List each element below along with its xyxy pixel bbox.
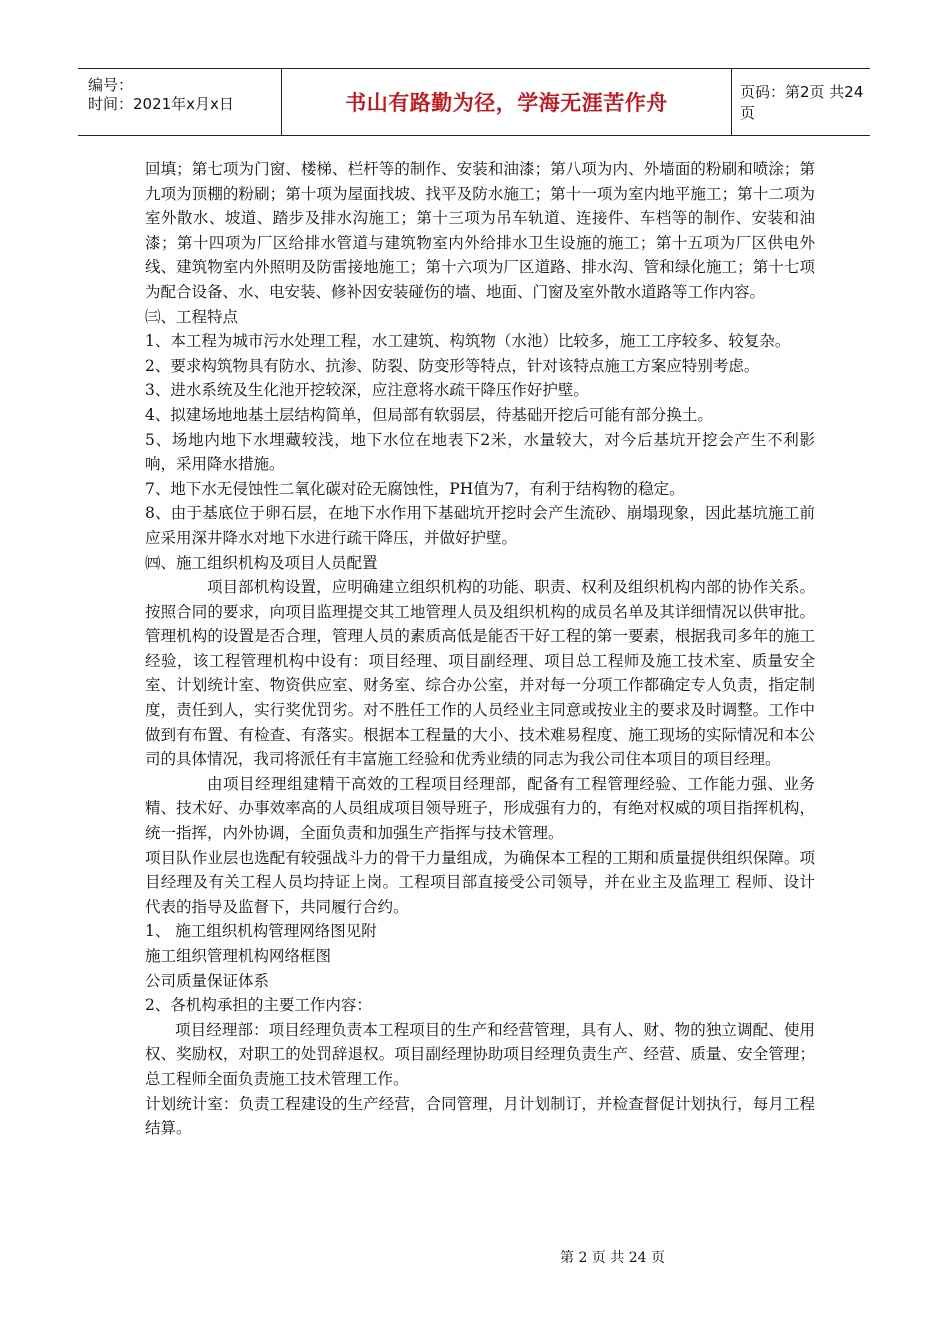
paragraph-work-layer: 项目队作业层也选配有较强战斗力的骨干力量组成，为确保本工程的工期和质量提供组织保障。项目经理及有关工程人员均持证上岗。工程项目部直接受公司领导，并在业主及监理工 程师、设计代表的指导及监督下，共同履行合约。 <box>145 848 815 916</box>
paragraph-work-items: 回填；第七项为门窗、楼梯、栏杆等的制作、安装和油漆；第八项为内、外墙面的粉刷和喷涂；第九项为顶棚的粉刷；第十项为屋面找坡、找平及防水施工；第十一项为室内地平施工；第十二项为室外散水、坡道、踏步及排水沟施工；第十三项为吊车轨道、连接件、车档等的制作、安装和油漆；第十四项为厂区给排水管道与建筑物室内外给排水卫生设施的施工；第十五项为厂区供电外线、建筑物室内外照明及防雷接地施工；第十六项为厂区道路、排水沟、管和绿化施工；第十七项为配合设备、水、电安装、修补因安装碰伤的墙、地面、门窗及室外散水道路等工作内容。 <box>145 160 815 301</box>
feature-item-1: 1、本工程为城市污水处理工程，水工建筑、构筑物（水池）比较多，施工工序较多、较复杂。 <box>145 332 791 351</box>
feature-item-2: 2、要求构筑物具有防水、抗渗、防裂、防变形等特点，针对该特点施工方案应特别考虑。 <box>145 356 760 375</box>
list-item-main-duties: 2、各机构承担的主要工作内容： <box>145 996 372 1015</box>
header-motto-cell <box>281 69 732 135</box>
feature-item-4: 4、拟建场地地基土层结构简单，但局部有软弱层，待基础开挖后可能有部分换土。 <box>145 405 713 424</box>
header-page-number: 页码：第2页 共24页 <box>740 83 864 122</box>
paragraph-organization-setup: 项目部机构设置，应明确建立组织机构的功能、职责、权利及组织机构内部的协作关系。按照合同的要求，向项目监理提交其工地管理人员及组织机构的成员名单及其详细情况以供审批。管理机构的设置是否合理，管理人员的素质高低是能否干好工程的第一要素，根据我司多年的施工经验，该工程管理机构中设有：项目经理、项目副经理、项目总工程师及施工技术室、质量安全室、计划统计室、物资供应室、财务室、综合办公室，并对每一分项工作都确定专人负责，指定制度，责任到人，实行奖优罚劣。对不胜任工作的人员经业主同意或按业主的要求及时调整。工作中做到有布置、有检查、有落实。根据本工程量的大小、技术难易程度、施工现场的实际情况和本公司的具体情况，我司将派任有丰富施工经验和优秀业绩的同志为我公司住本项目的项目经理。 <box>145 578 815 769</box>
list-item-network-diagram: 1、 施工组织机构管理网络图见附 <box>145 922 377 941</box>
paragraph-project-manager-dept: 项目经理部：项目经理负责本工程项目的生产和经营管理，具有人、财、物的独立调配、使用权、奖励权，对职工的处罚辞退权。项目副经理协助项目经理负责生产、经营、质量、安全管理；总工程师全面负责施工技术管理工作。 <box>145 1020 815 1088</box>
feature-item-5: 5、场地内地下水埋藏较浅，地下水位在地表下2米，水量较大，对今后基坑开挖会产生不利影响，采用降水措施。 <box>145 430 815 474</box>
section-heading-features: ㈢、工程特点 <box>145 307 239 326</box>
paragraph-planning-office: 计划统计室：负责工程建设的生产经营，合同管理，月计划制订，并检查督促计划执行，每月工程结算。 <box>145 1094 815 1138</box>
feature-item-8: 8、由于基底位于卵石层，在地下水作用下基础坑开挖时会产生流砂、崩塌现象，因此基坑施工前应采用深井降水对地下水进行疏干降压，并做好护壁。 <box>145 504 815 547</box>
feature-item-7: 7、地下水无侵蚀性二氧化碳对砼无腐蚀性，PH值为7，有利于结构物的稳定。 <box>145 479 685 498</box>
document-header <box>78 68 870 136</box>
line-network-framework: 施工组织管理机构网络框图 <box>145 947 332 965</box>
document-body <box>145 157 815 1141</box>
paragraph-project-team: 由项目经理组建精干高效的工程项目经理部，配备有工程管理经验、工作能力强、业务精、技术好、办事效率高的人员组成项目领导班子，形成强有力的，有绝对权威的项目指挥机构，统一指挥，内外协调，全面负责和加强生产指挥与技术管理。 <box>145 774 815 843</box>
header-motto: 书山有路勤为径，学海无涯苦作舟 <box>345 91 668 115</box>
header-meta <box>78 69 281 135</box>
header-page-cell <box>732 69 870 135</box>
document-number: 编号： <box>88 76 134 94</box>
feature-item-3: 3、进水系统及生化池开挖较深，应注意将水疏干降压作好护壁。 <box>145 381 589 400</box>
page-footer: 第 2 页 共 24 页 <box>560 1250 665 1266</box>
document-date: 时间：2021年x月x日 <box>88 95 234 113</box>
line-quality-system: 公司质量保证体系 <box>145 971 270 990</box>
section-heading-organization: ㈣、施工组织机构及项目人员配置 <box>145 553 378 572</box>
